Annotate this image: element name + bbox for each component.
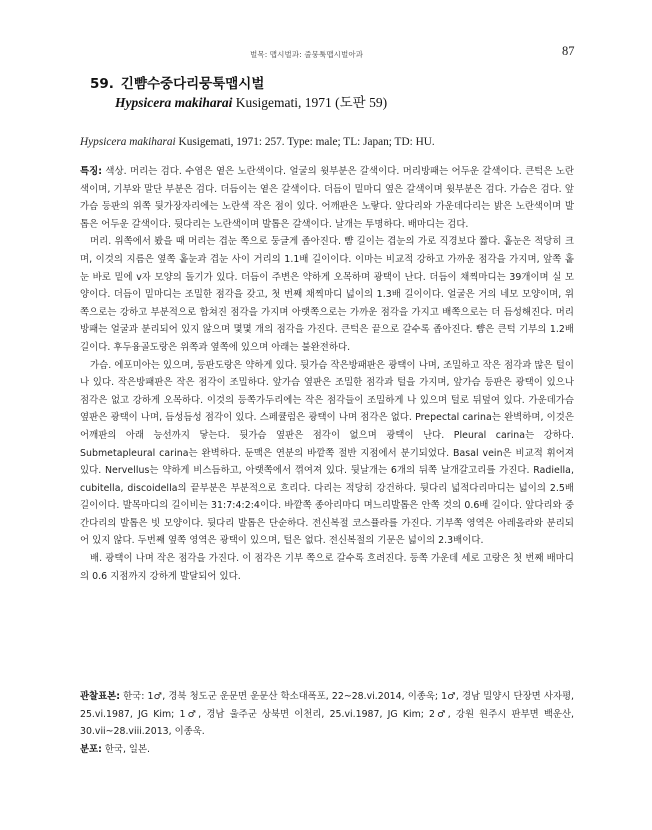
species-scientific-name: Hypsicera makiharai [115,95,233,110]
description-paragraph [80,163,574,233]
description-paragraph: 가슴. 에포미아는 있으며, 등판도랑은 약하게 있다. 뒷가슴 작은방패판은 광택이 나며, 조밀하고 작은 점각과 많은 털이 나 있다. 작은방패판은 작은 점각이 조밀하다. 앞가슴 옆판은 조밀한 점각과 털을 가지며, 앞가슴 등판은 광택이 있으나 점각은 없고 강하게 오목하다. 이것의 등쪽가두리에는 작은 점각들이 조밀하게 나 있으며 털로 뒤덮여 있다. 가운데가슴 옆판은 광택이 나며, 듬성듬성 점각이 있다. 스페큘럼은 광택이 나며 점각은 없다. Prepectal carina는 완벽하며, 이것은 어깨판의 아래 능선까지 닿는다. 뒷가슴 옆판은 점각이 없으며 광택이 난다. Pleural carina는 강하다. Submetapleural carina는 완벽하다. 둔맥은 연분의 바깥쪽 절반 지점에서 분기되었다. Basal vein은 비교적 휘어져 있다. Nervellus는 약하게 비스듬하고, 아랫쪽에서 꺾여져 있다. 뒷날개는 6개의 뒤쪽 날개갈고리를 가진다. Radiella, cubitella, discoidella의 끝부분은 부분적으로 흐리다. 다리는 적당히 강건하다. 뒷다리 넓적다리마디는 넓이의 2.5배 길이이다. 발목마디의 길이비는 31:7:4:2:4이다. 바깥쪽 종아리마디 며느리발톱은 안쪽 것의 0.6배 길이다. 앞다리와 중간다리의 발톱은 빗 모양이다. 뒷다리 발톱은 단순하다. 전신복절 코스퓰라를 가진다. 기부쪽 영역은 아레올라와 분리되어 있지 않다. 두번째 옆쪽 영역은 광택이 있으며, 털은 없다. 전신복절의 기문은 넓이의 2.3배이다. [80,359,574,547]
distribution-text: 한국, 일본. [104,743,151,755]
citation-scientific-name: Hypsicera makiharai [80,136,176,148]
distribution-paragraph [80,741,574,759]
species-scientific-heading [90,94,570,112]
species-korean-name: 긴뺨수중다리뭉툭맵시벌 [120,76,265,92]
description-label: 특징: [80,166,103,177]
plate-reference: (도판 59) [335,95,388,110]
specimens-section [80,688,574,758]
species-korean-heading [90,74,570,94]
running-head: 벌목: 맵시벌과: 줄뭉툭맵시벌아과 [250,50,364,59]
distribution-label: 분포: [80,743,102,755]
paragraph-text: 색상. 머리는 검다. 수염은 옅은 노란색이다. 얼굴의 윗부분은 갈색이다. 머리방패는 어두운 갈색이다. 큰턱은 노란색이며, 기부와 말단 부분은 검다. 더듬이는 옅은 갈색이다. 더듬이 밑마디 옆은 갈색이며 윗부분은 검다. 가슴은 검다. 앞가슴 등판의 위쪽 뒷가장자리에는 노란색 작은 점이 있다. 어깨판은 노랗다. 앞다리와 가운데다리는 밝은 노란색이며 발톱은 어두운 갈색이다. 뒷다리는 노란색이며 발톱은 갈색이다. 날개는 투명하다. 배마디는 검다. [80,166,575,230]
species-title [90,74,570,112]
description-section [80,163,574,585]
page-number: 87 [562,44,575,58]
description-paragraph: 머리. 위쪽에서 봤을 때 머리는 겹눈 쪽으로 둥글게 좁아진다. 뺨 길이는 겹눈의 가로 직경보다 짧다. 홑눈은 적당히 크며, 이것의 지름은 옆쪽 홑눈과 겹눈 사이 거리의 1.1배 길이이다. 이마는 비교적 강하고 가까운 점각을 가지며, 앞쪽 홑눈 바로 밑에 v자 모양의 돌기가 있다. 더듬이 주변은 약하게 오목하며 광택이 난다. 더듬이 채찍마디는 39개이며 실 모양이다. 더듬이 밑마디는 조밀한 점각을 갖고, 첫 번째 채찍마디 넓이의 1.3배 길이이다. 얼굴은 거의 네모 모양이며, 위쪽으로는 강하고 부분적으로 합쳐진 점각을 가지며 아랫쪽으로는 가까운 점각을 가지고 배쪽으로는 더 듬성해진다. 머리방패는 얼굴과 분리되어 있지 않으며 몇몇 개의 점각을 가진다. 큰턱은 끝으로 갈수록 좁아진다. 뺨은 큰턱 기부의 1.2배 길이다. 후두융골도랑은 위쪽과 옆쪽에 있으며 아래는 불완전하다. [80,236,574,353]
species-number: 59. [90,76,114,92]
citation-reference: Kusigemati, 1971: 257. Type: male; TL: Japan; TD: HU. [178,136,435,148]
specimens-paragraph [80,688,574,741]
page-header [0,44,652,64]
description-paragraph: 배. 광택이 나며 작은 점각을 가진다. 이 점각은 기부 쪽으로 갈수록 흐려진다. 등쪽 가운데 세로 고랑은 첫 번째 배마디의 0.6 지점까지 강하게 발달되어 있다. [80,553,574,582]
species-author-year: Kusigemati, 1971 [235,95,332,110]
specimens-text: 한국: 1♂, 경북 청도군 운문면 운문산 학소대폭포, 22~28.vi.2014, 이종욱; 1♂, 경남 밀양시 단장면 사자평, 25.vi.1987, JG Kim; 1♂, 경남 울주군 상북면 이천리, 25.vi.1987, JG Kim; 2♂, 강원 원주시 판부면 백운산, 30.vii~28.viii.2013, 이종욱. [80,691,574,738]
taxonomic-citation [80,136,580,148]
specimens-label: 관찰표본: [80,691,120,702]
